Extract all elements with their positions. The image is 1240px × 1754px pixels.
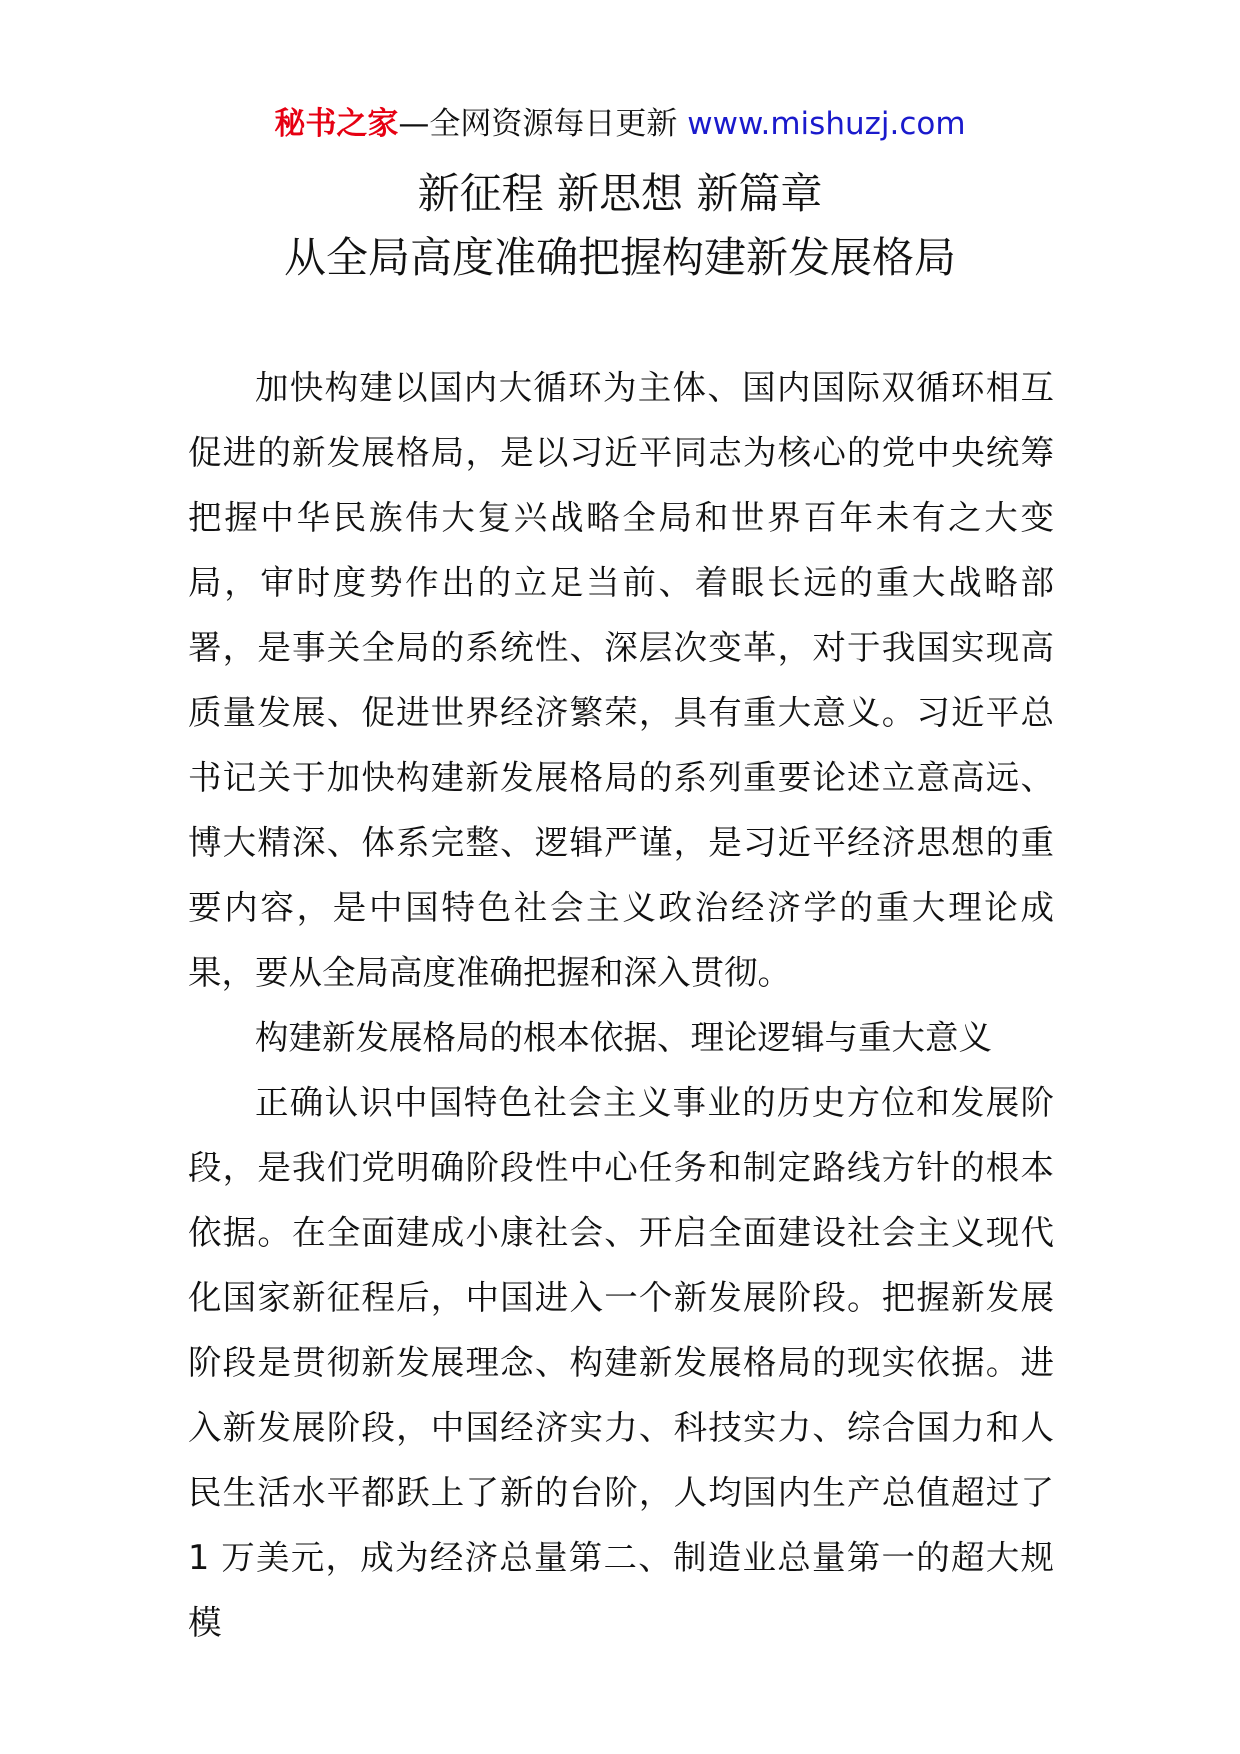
body-paragraph-2: 正确认识中国特色社会主义事业的历史方位和发展阶段，是我们党明确阶段性中心任务和制定路线方针的根本依据。在全面建成小康社会、开启全面建设社会主义现代化国家新征程后，中国进入一个新发展阶段。把握新发展阶段是贯彻新发展理念、构建新发展格局的现实依据。进入新发展阶段，中国经济实力、科技实力、综合国力和人民生活水平都跃上了新的台阶，人均国内生产总值超过了 1 万美元，成为经济总量第二、制造业总量第一的超大规模	[188, 1083, 1054, 1642]
site-brand: 秘书之家	[274, 106, 399, 142]
site-url-link[interactable]: www.mishuzj.com	[687, 106, 966, 142]
document-title-line-1: 新征程 新思想 新篇章	[417, 169, 823, 218]
section-subheading: 构建新发展格局的根本依据、理论逻辑与重大意义	[255, 1018, 992, 1057]
body-paragraph-1: 加快构建以国内大循环为主体、国内国际双循环相互促进的新发展格局，是以习近平同志为核心的党中央统筹把握中华民族伟大复兴战略全局和世界百年未有之大变局，审时度势作出的立足当前、着眼长远的重大战略部署，是事关全局的系统性、深层次变革，对于我国实现高质量发展、促进世界经济繁荣，具有重大意义。习近平总书记关于加快构建新发展格局的系列重要论述立意高远、博大精深、体系完整、逻辑严谨，是习近平经济思想的重要内容，是中国特色社会主义政治经济学的重大理论成果，要从全局高度准确把握和深入贯彻。	[188, 368, 1054, 992]
document-title-line-2: 从全局高度准确把握构建新发展格局	[283, 233, 956, 282]
site-tagline: —全网资源每日更新	[398, 106, 688, 142]
document-body	[188, 355, 1054, 1655]
site-header	[0, 100, 1240, 148]
